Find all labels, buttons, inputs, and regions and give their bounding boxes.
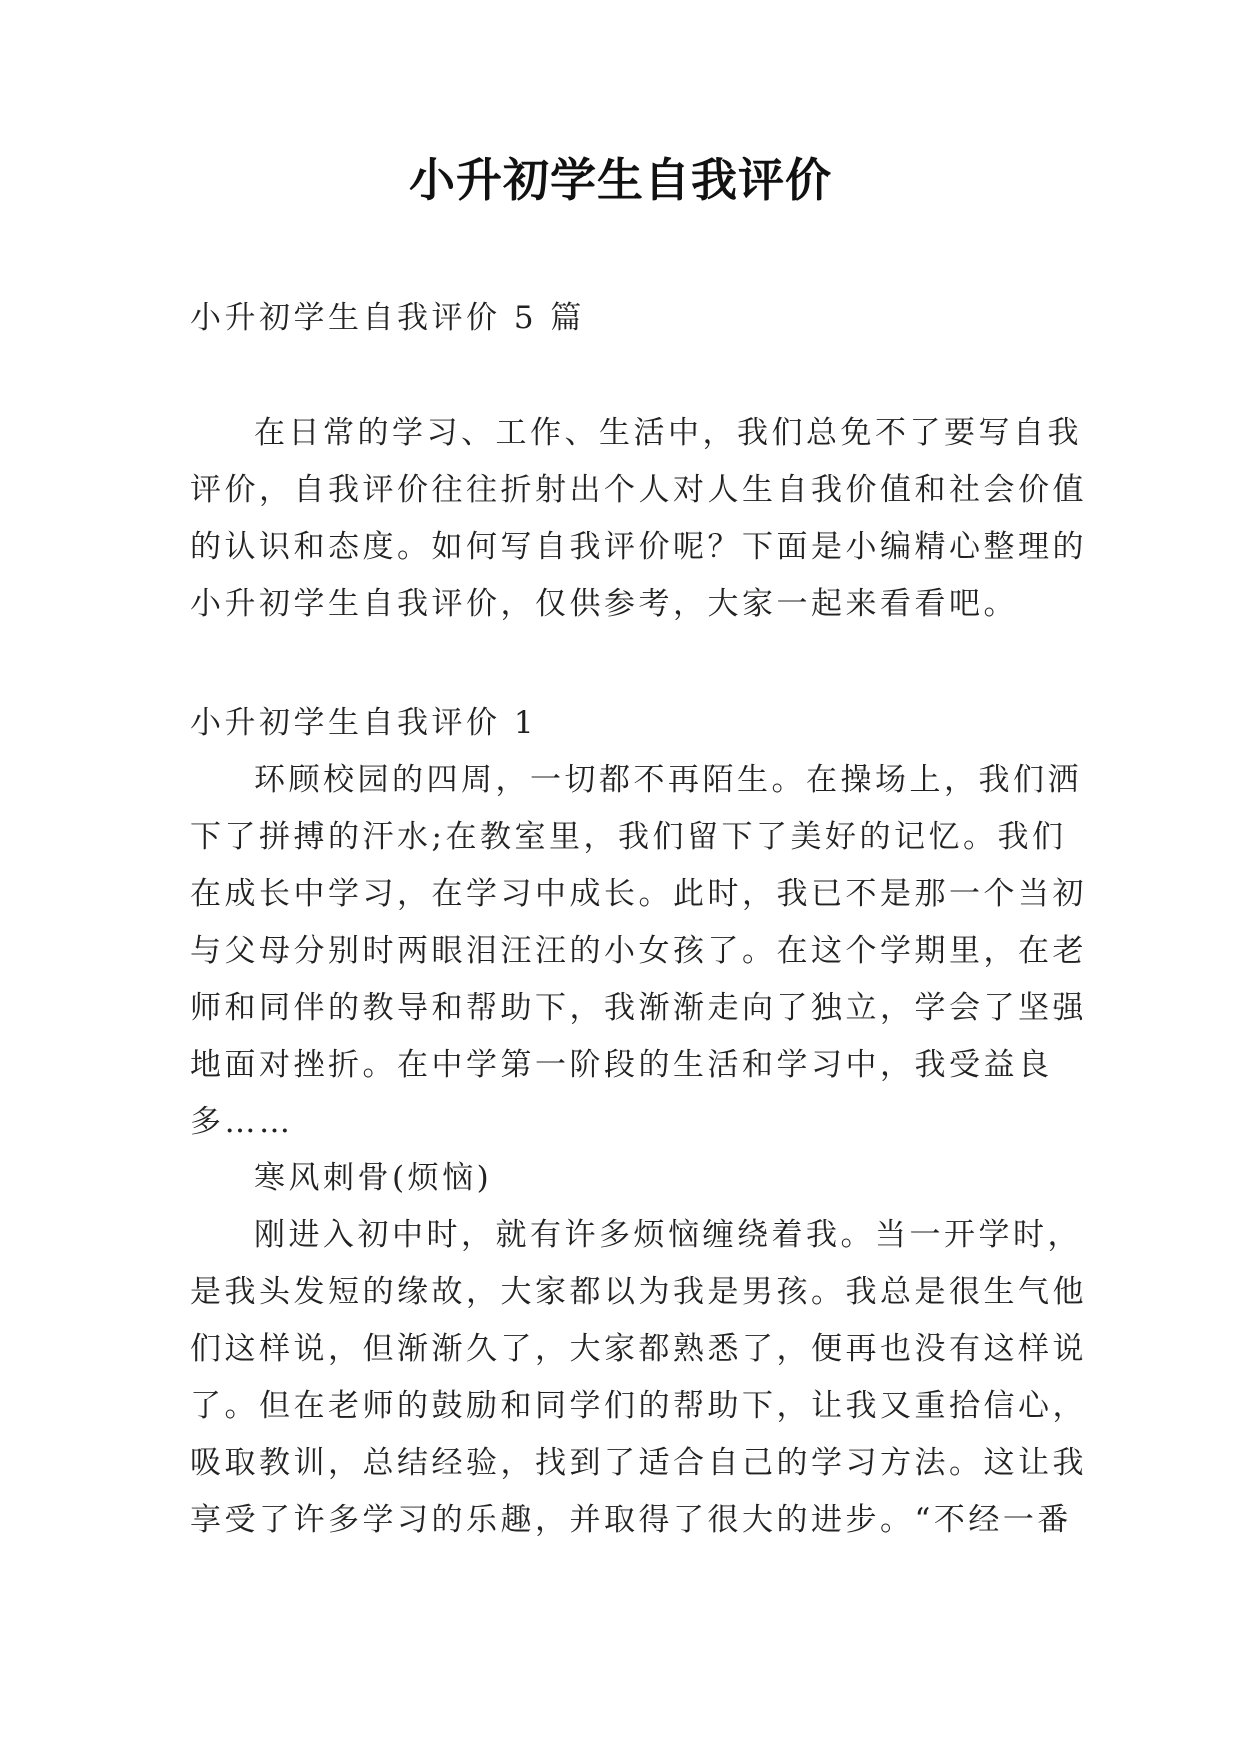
- intro-paragraph: [190, 405, 1087, 633]
- paragraph-line: 刚进入初中时，就有许多烦恼缠绕着我。当一开学时，: [254, 1217, 1082, 1253]
- intro-line: 小升初学生自我评价，仅供参考，大家一起来看看吧。: [190, 586, 1018, 622]
- paragraph-line: 是我头发短的缘故，大家都以为我是男孩。我总是很生气他: [190, 1274, 1087, 1310]
- subheading: [190, 1150, 1050, 1207]
- paragraph-line: 环顾校园的四周，一切都不再陌生。在操场上，我们洒: [254, 762, 1082, 798]
- paragraph-line: 享受了许多学习的乐趣，并取得了很大的进步。“不经一番: [190, 1502, 1072, 1538]
- paragraph-line: 多……: [190, 1104, 294, 1140]
- paragraph-line: 在成长中学习，在学习中成长。此时，我已不是那一个当初: [190, 876, 1087, 912]
- paragraph-line: 们这样说，但渐渐久了，大家都熟悉了，便再也没有这样说: [190, 1331, 1087, 1367]
- intro-line: 的认识和态度。如何写自我评价呢？下面是小编精心整理的: [190, 529, 1087, 565]
- paragraph-line: 地面对挫折。在中学第一阶段的生活和学习中，我受益良: [190, 1047, 1053, 1083]
- section1-heading-text: 小升初学生自我评价 1: [190, 705, 538, 741]
- paragraph-line: 下了拼搏的汗水;在教室里，我们留下了美好的记忆。我们: [190, 819, 1067, 855]
- section1-heading: [190, 695, 1050, 752]
- paragraph-line: 吸取教训，总结经验，找到了适合自己的学习方法。这让我: [190, 1445, 1087, 1481]
- paragraph-line: 了。但在老师的鼓励和同学们的帮助下，让我又重拾信心，: [190, 1388, 1087, 1424]
- section1-paragraph-2: [190, 1207, 1087, 1549]
- paragraph-line: 师和同伴的教导和帮助下，我渐渐走向了独立，学会了坚强: [190, 990, 1087, 1026]
- document-subtitle: [190, 290, 1050, 347]
- section1-paragraph: [190, 752, 1087, 1151]
- subtitle-text: 小升初学生自我评价 5 篇: [190, 300, 585, 336]
- subheading-text: 寒风刺骨(烦恼): [254, 1160, 493, 1196]
- document-title: 小升初学生自我评价: [409, 153, 832, 207]
- intro-line: 在日常的学习、工作、生活中，我们总免不了要写自我: [254, 415, 1082, 451]
- intro-line: 评价，自我评价往往折射出个人对人生自我价值和社会价值: [190, 472, 1087, 508]
- paragraph-line: 与父母分别时两眼泪汪汪的小女孩了。在这个学期里，在老: [190, 933, 1087, 969]
